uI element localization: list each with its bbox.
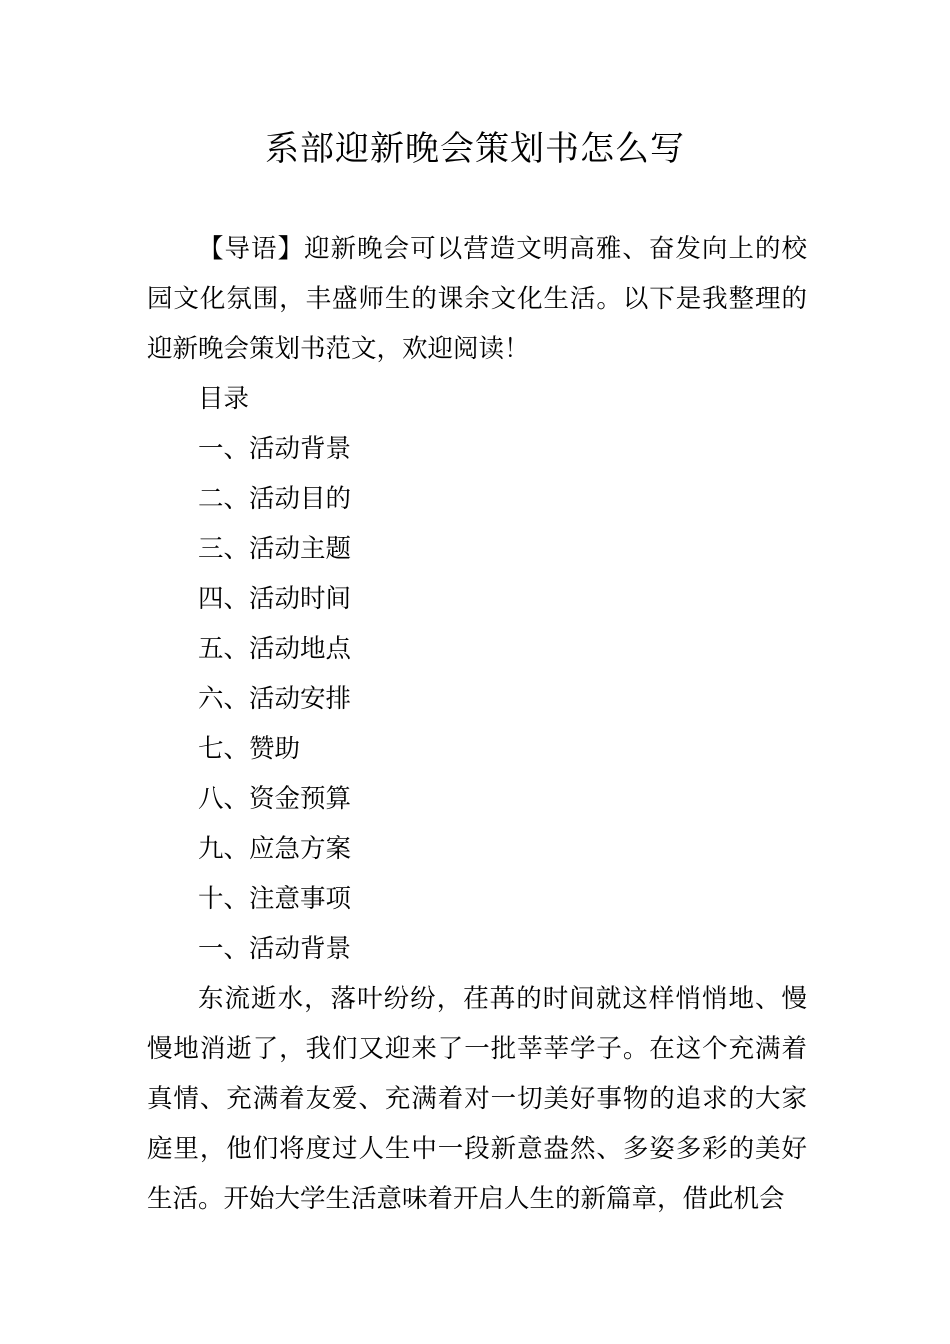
toc-item: 四、活动时间 [198, 584, 352, 614]
toc-item: 七、赞助 [198, 734, 301, 764]
toc-item: 一、活动背景 [198, 434, 352, 464]
document-title: 系部迎新晚会策划书怎么写 [265, 129, 685, 169]
toc-item: 八、资金预算 [198, 784, 352, 814]
section-heading: 一、活动背景 [198, 934, 352, 964]
section-paragraph: 东流逝水，落叶纷纷，荏苒的时间就这样悄悄地、慢慢地消逝了，我们又迎来了一批莘莘学子。在这个充满着真情、充满着友爱、充满着对一切美好事物的追求的大家庭里，他们将度过人生中一段新意盎然、多姿多彩的美好生活。开始大学生活意味着开启人生的新篇章，借此机会 [147, 984, 807, 1214]
document-body [147, 224, 807, 1224]
toc-item: 二、活动目的 [198, 484, 352, 514]
toc-item: 六、活动安排 [198, 684, 352, 714]
toc-item: 五、活动地点 [198, 634, 352, 664]
toc-item: 九、应急方案 [198, 834, 352, 864]
intro-paragraph: 【导语】迎新晚会可以营造文明高雅、奋发向上的校园文化氛围，丰盛师生的课余文化生活。以下是我整理的迎新晚会策划书范文，欢迎阅读！ [147, 234, 807, 364]
toc-heading: 目录 [198, 384, 250, 414]
toc-item: 十、注意事项 [198, 884, 352, 914]
toc-item: 三、活动主题 [198, 534, 352, 564]
